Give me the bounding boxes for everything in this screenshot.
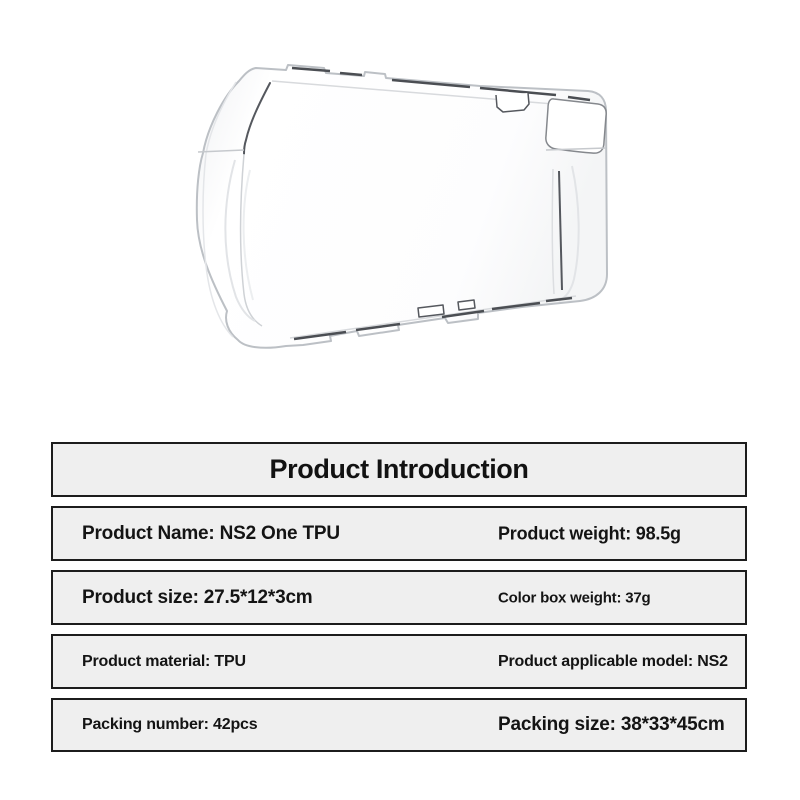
- tpu-case-illustration: [140, 50, 660, 380]
- product-photo-area: [140, 50, 660, 380]
- corner-cutout-outline: [546, 99, 606, 153]
- spec-product-material: Product material: TPU: [82, 652, 246, 670]
- spec-packing-size: Packing size: 38*33*45cm: [498, 714, 725, 735]
- intro-header-box: [51, 442, 747, 497]
- spec-row-size-boxweight: [51, 570, 747, 625]
- spec-row-packing: [51, 698, 747, 752]
- spec-product-name: Product Name: NS2 One TPU: [82, 522, 340, 544]
- spec-color-box-weight: Color box weight: 37g: [498, 589, 651, 606]
- spec-packing-number: Packing number: 42pcs: [82, 716, 258, 733]
- card-slot-tab: [496, 93, 529, 112]
- spec-applicable-model: Product applicable model: NS2: [498, 652, 728, 670]
- intro-title: Product Introduction: [269, 454, 529, 484]
- spec-product-size: Product size: 27.5*12*3cm: [82, 586, 313, 608]
- spec-row-material-model: [51, 634, 747, 689]
- spec-row-name-weight: [51, 506, 747, 561]
- spec-product-weight: Product weight: 98.5g: [498, 523, 681, 543]
